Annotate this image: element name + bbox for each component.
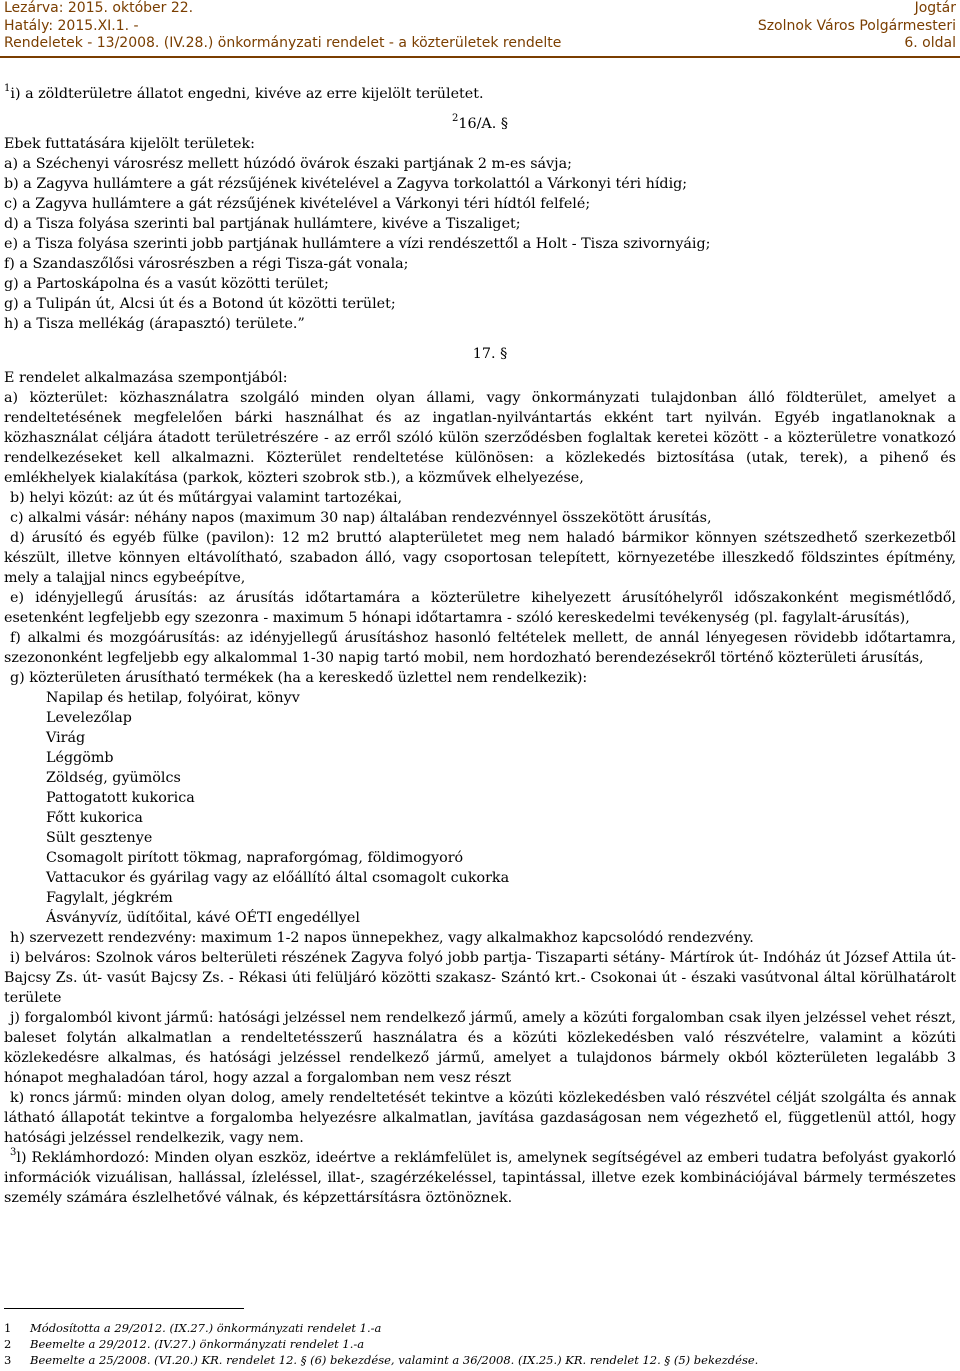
header-right xyxy=(758,0,956,53)
header-document-title: Rendeletek - 13/2008. (IV.28.) önkormányzati rendelet - a közterületek rendelte xyxy=(4,35,562,51)
footnote-ref[interactable]: 1 xyxy=(4,83,11,94)
intro-line xyxy=(4,84,956,104)
definition-j: j) forgalomból kivont jármű: hatósági jelzéssel nem rendelkező jármű, amely a közúti forgalomban csak ilyen jelzéssel vehet részt, baleset folytán alkalmatlan a rendeltetésszerű használatra és a közúti közlekedésben való részvételre, valamint a közúti közlekedésre alkalmas, és hatósági jelzéssel rendelkező jármű, amelyet a tulajdonos bármely okból közterületen legalább 3 hónapot meghaladóan tárol, hogy azzal a forgalomban nem vesz részt xyxy=(4,1010,956,1086)
intro-line-text: i) a zöldterületre állatot engedni, kivéve az erre kijelölt területet. xyxy=(10,86,484,102)
footnote-ref[interactable]: 3 xyxy=(10,1147,17,1158)
definition-e: e) idényjellegű árusítás: az árusítás időtartamára a közterületre kihelyezett árusítóhelyről időszakonként megismétlődő, esetenként legfeljebb egy szezonra - maximum 5 hónapi időtartamra - szóló kereskedelmi tevékenység (pl. fagylalt-árusítás), xyxy=(4,590,956,626)
list-item: b) a Zagyva hullámtere a gát rézsűjének kivételével a Zagyva torkolattól a Várkonyi téri hídig; xyxy=(4,176,688,192)
definition-d: d) árusító és egyéb fülke (pavilon): 12 m2 bruttó alapterületet meg nem haladó bármikor könnyen szétszedhető szerkezetből készült, illetve könnyen eltávolítható, szabadon álló, vagy csoportosan telepített, környezetébe illeszkedő földszintes építmény, mely a talajjal nincs egybeépítve, xyxy=(4,530,956,586)
footnote-text: Beemelte a 29/2012. (IV.27.) önkormányzati rendelet 1.-a xyxy=(30,1337,365,1351)
product-item: Sült gesztenye xyxy=(46,830,153,846)
footnotes xyxy=(4,1320,758,1368)
definition-h: h) szervezett rendezvény: maximum 1-2 napos ünnepekhez, vagy alkalmakhoz kapcsolódó rendezvény. xyxy=(10,930,754,946)
header-source: Jogtár xyxy=(914,0,956,16)
product-item: Csomagolt pirított tökmag, napraforgómag, földimogyoró xyxy=(46,850,464,866)
footnote-text: Beemelte a 25/2008. (VI.20.) KR. rendelet 12. § (6) bekezdése, valamint a 36/2008. (IX.25.) KR. rendelet 12. § (5) bekezdése. xyxy=(30,1353,759,1367)
header-divider xyxy=(0,56,960,58)
definition-g: g) közterületen árusítható termékek (ha a kereskedő üzlettel nem rendelkezik): xyxy=(10,670,588,686)
list-item: a) a Széchenyi városrész mellett húzódó övárok északi partjának 2 m-es sávja; xyxy=(4,156,572,172)
section-title-17: 17. § xyxy=(472,346,508,362)
footnote-divider xyxy=(4,1308,244,1309)
definition-a: a) közterület: közhasználatra szolgáló minden olyan állami, vagy önkormányzati tulajdonban álló földterület, amelyet a rendeltetésének megfelelően bárki használhat és az ingatlan-nyilvántartás ekként tart nyilván. Egyéb ingatlanoknak a közhasználat céljára átadott területrészére - az erről szóló külön szerződésben foglaltak keretei között - a közterületre vonatkozó rendelkezéseket kell alkalmazni. Közterület rendeltetése különösen: a közlekedés biztosítása (utak, terek), a pihenő és emlékhelyek kialakítása (parkok, közteri szobrok stb.), a közművek elhelyezése, xyxy=(4,390,956,486)
product-item: Vattacukor és gyárilag vagy az előállító által csomagolt cukorka xyxy=(46,870,510,886)
product-item: Fagylalt, jégkrém xyxy=(46,890,173,906)
footnote xyxy=(4,1320,758,1336)
footnote-number: 2 xyxy=(4,1337,12,1351)
definition-i: i) belváros: Szolnok város belterületi részének Zagyva folyó jobb partja- Tiszaparti sétány- Mártírok út- Indóház út József Attila út- Bajcsy Zs. út- vasút Bajcsy Zs. - Rékasi úti felüljáró közötti szakasz- Szántó krt.- Csokonai út - északi vasútvonal által körülhatárolt területe xyxy=(4,950,956,1006)
list-item: d) a Tisza folyása szerinti bal partjának hullámtere, kivéve a Tiszaliget; xyxy=(4,216,521,232)
product-item: Pattogatott kukorica xyxy=(46,790,195,806)
section-17-intro: E rendelet alkalmazása szempontjából: xyxy=(4,370,288,386)
list-item: c) a Zagyva hullámtere a gát rézsűjének kivételével a Várkonyi téri hídtól felfelé; xyxy=(4,196,591,212)
definition-c: c) alkalmi vásár: néhány napos (maximum 30 nap) általában rendezvénnyel összekötött árusítás, xyxy=(10,510,712,526)
definition-b: b) helyi közút: az út és műtárgyai valamint tartozékai, xyxy=(10,490,403,506)
footnote-number: 3 xyxy=(4,1353,12,1367)
header-issuer: Szolnok Város Polgármesteri xyxy=(757,17,956,34)
footnote xyxy=(4,1336,758,1352)
footnote-number: 1 xyxy=(4,1321,12,1335)
list-item: f) a Szandaszőlősi városrészben a régi Tisza-gát vonala; xyxy=(4,256,409,272)
list-item: e) a Tisza folyása szerinti jobb partjának hullámtere a vízi rendészettől a Holt - Tisza szivornyáig; xyxy=(4,236,711,252)
product-item: Főtt kukorica xyxy=(46,810,143,826)
section-16a-intro: Ebek futtatására kijelölt területek: xyxy=(4,136,255,152)
list-item: g) a Partoskápolna és a vasút közötti terület; xyxy=(4,276,329,292)
product-item: Napilap és hetilap, folyóirat, könyv xyxy=(46,690,300,706)
section-title-16a xyxy=(4,114,956,134)
definition-l-text: l) Reklámhordozó: Minden olyan eszköz, ideértve a reklámfelület is, amelynek segítségével az emberi tudatra befolyást gyakorló információk vizuálisan, hallással, ízleléssel, illat-, szagérzékeléssel, tapintással, illetve ezek kombinációjával bármely természetes személy számára észlelhetővé válnak, és képzettársításra öztönöznek. xyxy=(4,1150,956,1206)
footnote xyxy=(4,1352,758,1368)
product-item: Levelezőlap xyxy=(46,710,132,726)
header-page-number: 6. oldal xyxy=(904,35,956,51)
product-item: Zöldség, gyümölcs xyxy=(46,770,181,786)
footnote-text: Módosította a 29/2012. (IX.27.) önkormányzati rendelet 1.-a xyxy=(30,1321,382,1335)
spacer xyxy=(4,334,956,344)
list-item: h) a Tisza mellékág (árapasztó) területe.” xyxy=(4,316,305,332)
header-closed-date: Lezárva: 2015. október 22. xyxy=(4,0,194,16)
document-body xyxy=(4,84,956,1208)
product-item: Ásványvíz, üdítőital, kávé OÉTI engedéllyel xyxy=(46,910,360,926)
header-effective-date: Hatály: 2015.XI.1. - xyxy=(4,17,139,34)
definition-l xyxy=(4,1148,956,1208)
definition-k: k) roncs jármű: minden olyan dolog, amely rendeltetését tekintve a közúti közlekedésben való részvétel célját szolgálta és annak látható állapotát tekintve a forgalomba helyezésre alkalmatlan, javításа gazdaságosan nem végezhető el, függetlenül attól, hogy hatósági jelzéssel rendelkezik, vagy nem. xyxy=(4,1090,956,1146)
section-title-16a-text: 16/A. § xyxy=(458,116,508,132)
list-item: g) a Tulipán út, Alcsi út és a Botond út közötti terület; xyxy=(4,296,396,312)
header-left xyxy=(4,0,561,53)
spacer xyxy=(4,104,956,114)
product-item: Léggömb xyxy=(46,750,114,766)
product-item: Virág xyxy=(46,730,86,746)
definition-f: f) alkalmi és mozgóárusítás: az idényjellegű árusításhoz hasonló feltételek mellett, de annál lényegesen rövidebb időtartamra, szezononként legfeljebb egy alkalommal 1-30 napig tartó mobil, nem hordozható berendezésekről történő közterületi árusítás, xyxy=(4,630,956,666)
footnote-ref[interactable]: 2 xyxy=(452,113,459,124)
